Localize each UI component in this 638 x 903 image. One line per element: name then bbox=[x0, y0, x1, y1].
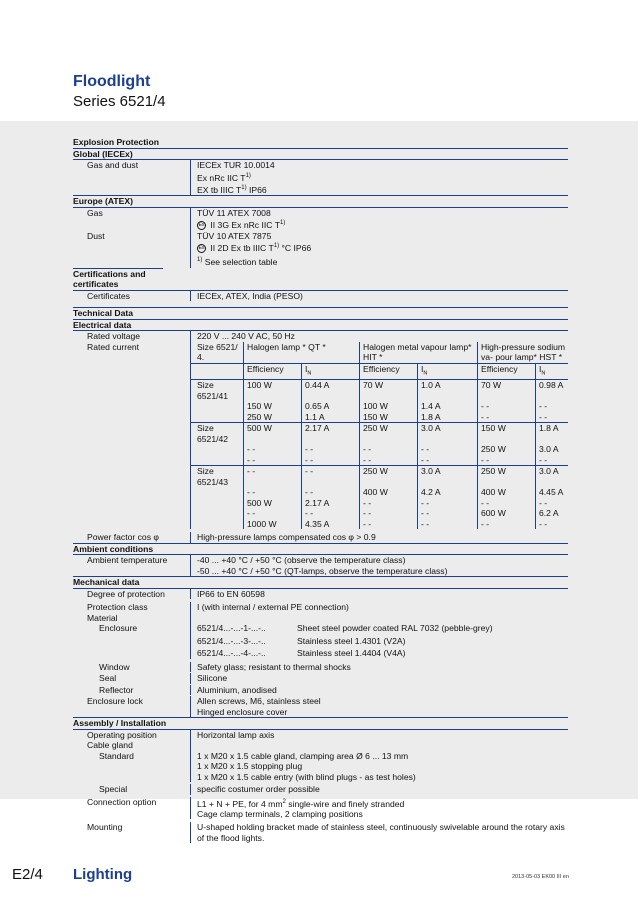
section-technical: Technical Data bbox=[73, 307, 568, 320]
size-cell bbox=[191, 487, 244, 498]
hst-current: - - bbox=[536, 455, 569, 466]
in-header: $I_N$ bbox=[418, 363, 478, 379]
size-cell bbox=[191, 519, 244, 530]
hst-current: - - bbox=[536, 401, 569, 412]
label-protection-degree: Degree of protection bbox=[87, 588, 165, 599]
value-dust: TÜV 10 ATEX 7875 Ex II 2D Ex tb IIIC $T^{1)}$ °C IP66 $^{1)}$ See selection table bbox=[190, 231, 568, 268]
label-mounting: Mounting bbox=[87, 822, 123, 833]
size-cell bbox=[191, 412, 244, 423]
qt-current: 4.35 A bbox=[302, 519, 360, 530]
subsection-assembly: Assembly / Installation bbox=[73, 717, 568, 729]
hst-current: 3.0 A bbox=[536, 444, 569, 455]
hst-current: 6.2 A bbox=[536, 508, 569, 519]
label-enclosure-lock: Enclosure lock bbox=[87, 696, 143, 707]
value-reflector: Aluminium, anodised bbox=[190, 685, 568, 696]
material-desc: Stainless steel 1.4404 (V4A) bbox=[297, 648, 406, 659]
hit-efficiency: - - bbox=[360, 498, 418, 509]
footer-section: Lighting bbox=[73, 866, 133, 883]
hit-current: - - bbox=[418, 498, 478, 509]
hit-efficiency: 400 W bbox=[360, 487, 418, 498]
size-cell: Size 6521/42 bbox=[191, 423, 244, 445]
value-ambient-temp: -40 ... +40 °C / +50 °C (observe the temperature class) -50 ... +40 °C / +50 °C (QT-lamps, observe the temperature class) bbox=[190, 555, 568, 576]
label-rated-current: Rated current bbox=[87, 341, 140, 352]
current-table bbox=[190, 342, 568, 529]
value-gas-dust: IECEx TUR 10.0014 Ex nRc IIC $T^{1)}$ EX tb IIIC $T^{1)}$ IP66 bbox=[190, 160, 568, 195]
material-code: 6521/4...-...-4-...-.. bbox=[197, 648, 266, 659]
value-gas: TÜV 11 ATEX 7008 Ex II 3G Ex nRc IIC $T^{1)}$ bbox=[190, 208, 568, 231]
qt-current: - - bbox=[302, 455, 360, 466]
qt-current: 1.1 A bbox=[302, 412, 360, 423]
material-code: 6521/4...-...-1-...-.. bbox=[197, 623, 266, 634]
hst-current: 1.8 A bbox=[536, 423, 569, 445]
value-protection-degree: IP66 to EN 60598 bbox=[190, 589, 568, 600]
qt-current: - - bbox=[302, 444, 360, 455]
qt-efficiency: - - bbox=[244, 508, 302, 519]
hit-current: - - bbox=[418, 444, 478, 455]
value-special: specific costumer order possible bbox=[190, 784, 568, 795]
current-row bbox=[191, 401, 568, 412]
subsection-mechanical: Mechanical data bbox=[73, 576, 568, 588]
hit-efficiency: 250 W bbox=[360, 466, 418, 488]
size-cell bbox=[191, 508, 244, 519]
value-standard-gland: 1 x M20 x 1.5 cable gland, clamping area Ø 6 ... 13 mm 1 x M20 x 1.5 stopping plug 1 x M20 x 1.5 cable entry (with blind plugs - as test holes) bbox=[190, 751, 568, 783]
qt-current: 0.65 A bbox=[302, 401, 360, 412]
in-header: $I_N$ bbox=[302, 363, 360, 379]
lamp-header-hst: High-pressure sodium va- pour lamp* HST * bbox=[478, 342, 569, 364]
qt-current: - - bbox=[302, 466, 360, 488]
lamp-header-hit: Halogen metal vapour lamp* HIT * bbox=[360, 342, 478, 364]
material-desc: Sheet steel powder coated RAL 7032 (pebble-grey) bbox=[297, 623, 493, 634]
size-cell bbox=[191, 498, 244, 509]
hst-current: 0.98 A bbox=[536, 380, 569, 402]
qt-efficiency: - - bbox=[244, 444, 302, 455]
hst-current: - - bbox=[536, 519, 569, 530]
subsection-global: Global (IECEx) bbox=[73, 148, 133, 159]
value-rated-voltage: 220 V ... 240 V AC, 50 Hz bbox=[190, 331, 568, 342]
label-cable-gland: Cable gland bbox=[87, 740, 133, 751]
label-gas-dust: Gas and dust bbox=[87, 160, 139, 170]
label-ambient-temp: Ambient temperature bbox=[87, 555, 168, 566]
hit-current: - - bbox=[418, 508, 478, 519]
value-enclosure-materials bbox=[190, 623, 568, 659]
efficiency-header: Efficiency bbox=[244, 363, 302, 379]
label-seal: Seal bbox=[99, 673, 117, 684]
hit-current: 1.4 A bbox=[418, 401, 478, 412]
hit-current: 3.0 A bbox=[418, 466, 478, 488]
qt-efficiency: - - bbox=[244, 466, 302, 488]
spec-table bbox=[73, 137, 568, 843]
qt-current: - - bbox=[302, 508, 360, 519]
current-row bbox=[191, 508, 568, 519]
label-dust: Dust bbox=[87, 230, 105, 241]
section-explosion: Explosion Protection bbox=[73, 137, 568, 149]
hit-current: 1.8 A bbox=[418, 412, 478, 423]
qt-efficiency: 250 W bbox=[244, 412, 302, 423]
current-row bbox=[191, 466, 568, 488]
atex-icon: Ex bbox=[198, 222, 205, 229]
hst-efficiency: 250 W bbox=[478, 444, 536, 455]
label-window: Window bbox=[99, 661, 130, 672]
atex-icon: Ex bbox=[198, 245, 205, 252]
hst-efficiency: 600 W bbox=[478, 508, 536, 519]
current-row bbox=[191, 412, 568, 423]
hst-efficiency: 250 W bbox=[478, 466, 536, 488]
hst-efficiency: - - bbox=[478, 498, 536, 509]
label-certificates: Certificates bbox=[87, 290, 130, 301]
hit-current: - - bbox=[418, 455, 478, 466]
qt-current: 2.17 A bbox=[302, 423, 360, 445]
hst-current: 3.0 A bbox=[536, 466, 569, 488]
in-header: $I_N$ bbox=[536, 363, 569, 379]
hst-efficiency: - - bbox=[478, 455, 536, 466]
page-number: E2/4 bbox=[12, 866, 43, 883]
value-certificates: IECEx, ATEX, India (PESO) bbox=[190, 291, 568, 302]
current-row bbox=[191, 423, 568, 445]
hst-current: 4.45 A bbox=[536, 487, 569, 498]
hit-current: 3.0 A bbox=[418, 423, 478, 445]
label-material: Material bbox=[87, 612, 118, 623]
label-gas: Gas bbox=[87, 207, 103, 218]
subsection-electrical: Electrical data bbox=[73, 319, 132, 330]
label-reflector: Reflector bbox=[99, 684, 134, 695]
hit-current: 4.2 A bbox=[418, 487, 478, 498]
hit-efficiency: 150 W bbox=[360, 412, 418, 423]
hst-efficiency: 400 W bbox=[478, 487, 536, 498]
hit-efficiency: - - bbox=[360, 455, 418, 466]
lamp-header-qt: Halogen lamp * QT * bbox=[244, 342, 360, 364]
page-subtitle: Series 6521/4 bbox=[73, 93, 166, 110]
hst-efficiency: 150 W bbox=[478, 423, 536, 445]
subsection-europe: Europe (ATEX) bbox=[73, 195, 568, 207]
hst-efficiency: 70 W bbox=[478, 380, 536, 402]
current-row bbox=[191, 519, 568, 530]
value-seal: Silicone bbox=[190, 673, 568, 684]
qt-current: 2.17 A bbox=[302, 498, 360, 509]
label-enclosure: Enclosure bbox=[99, 623, 138, 634]
hit-efficiency: - - bbox=[360, 508, 418, 519]
material-desc: Stainless steel 1.4301 (V2A) bbox=[297, 635, 406, 646]
value-enclosure-lock: Allen screws, M6, stainless steel Hinged enclosure cover bbox=[190, 696, 568, 717]
hit-current: 1.0 A bbox=[418, 380, 478, 402]
label-standard: Standard bbox=[99, 750, 134, 761]
current-row bbox=[191, 487, 568, 498]
page-title: Floodlight bbox=[73, 73, 151, 90]
value-operating-position: Horizontal lamp axis bbox=[190, 730, 568, 741]
qt-efficiency: 500 W bbox=[244, 423, 302, 445]
size-cell bbox=[191, 455, 244, 466]
label-rated-voltage: Rated voltage bbox=[87, 331, 141, 342]
qt-efficiency: - - bbox=[244, 487, 302, 498]
qt-efficiency: 1000 W bbox=[244, 519, 302, 530]
size-cell: Size 6521/43 bbox=[191, 466, 244, 488]
hst-efficiency: - - bbox=[478, 519, 536, 530]
value-connection: L1 + N + PE, for 4 $mm^2$ single-wire and finely stranded Cage clamp terminals, 2 clamping positions bbox=[190, 797, 568, 820]
label-power-factor: Power factor cos φ bbox=[87, 532, 159, 543]
size-cell: Size 6521/41 bbox=[191, 380, 244, 402]
hit-current: - - bbox=[418, 519, 478, 530]
hst-efficiency: - - bbox=[478, 401, 536, 412]
size-header: Size 6521/ 4. bbox=[197, 341, 238, 363]
subsection-certifications: Certifications and certificates bbox=[73, 268, 163, 290]
qt-current: - - bbox=[302, 487, 360, 498]
hit-efficiency: 100 W bbox=[360, 401, 418, 412]
label-protection-class: Protection class bbox=[87, 602, 148, 613]
subsection-ambient: Ambient conditions bbox=[73, 543, 568, 555]
qt-efficiency: 500 W bbox=[244, 498, 302, 509]
qt-efficiency: 100 W bbox=[244, 380, 302, 402]
hst-current: - - bbox=[536, 498, 569, 509]
doc-code: 2013-05-03 EK00 III en bbox=[512, 874, 569, 880]
hst-current: - - bbox=[536, 412, 569, 423]
current-row bbox=[191, 455, 568, 466]
label-operating-position: Operating position bbox=[87, 729, 157, 740]
qt-current: 0.44 A bbox=[302, 380, 360, 402]
label-connection: Connection option bbox=[87, 796, 157, 807]
label-special: Special bbox=[99, 784, 128, 795]
qt-efficiency: - - bbox=[244, 455, 302, 466]
efficiency-header: Efficiency bbox=[478, 363, 536, 379]
qt-efficiency: 150 W bbox=[244, 401, 302, 412]
current-row bbox=[191, 498, 568, 509]
current-row bbox=[191, 380, 568, 402]
material-code: 6521/4...-...-3-...-.. bbox=[197, 635, 266, 646]
size-cell bbox=[191, 401, 244, 412]
efficiency-header: Efficiency bbox=[360, 363, 418, 379]
value-window: Safety glass; resistant to thermal shocks bbox=[190, 662, 568, 673]
hit-efficiency: - - bbox=[360, 519, 418, 530]
hst-efficiency: - - bbox=[478, 412, 536, 423]
hit-efficiency: - - bbox=[360, 444, 418, 455]
size-cell bbox=[191, 444, 244, 455]
value-protection-class: I (with internal / external PE connection) bbox=[190, 602, 568, 613]
current-row bbox=[191, 444, 568, 455]
value-mounting: U-shaped holding bracket made of stainless steel, continuously swivelable around the rotary axis of the flood lights. bbox=[190, 822, 568, 843]
hit-efficiency: 250 W bbox=[360, 423, 418, 445]
value-power-factor: High-pressure lamps compensated cos φ > 0.9 bbox=[190, 532, 568, 543]
hit-efficiency: 70 W bbox=[360, 380, 418, 402]
